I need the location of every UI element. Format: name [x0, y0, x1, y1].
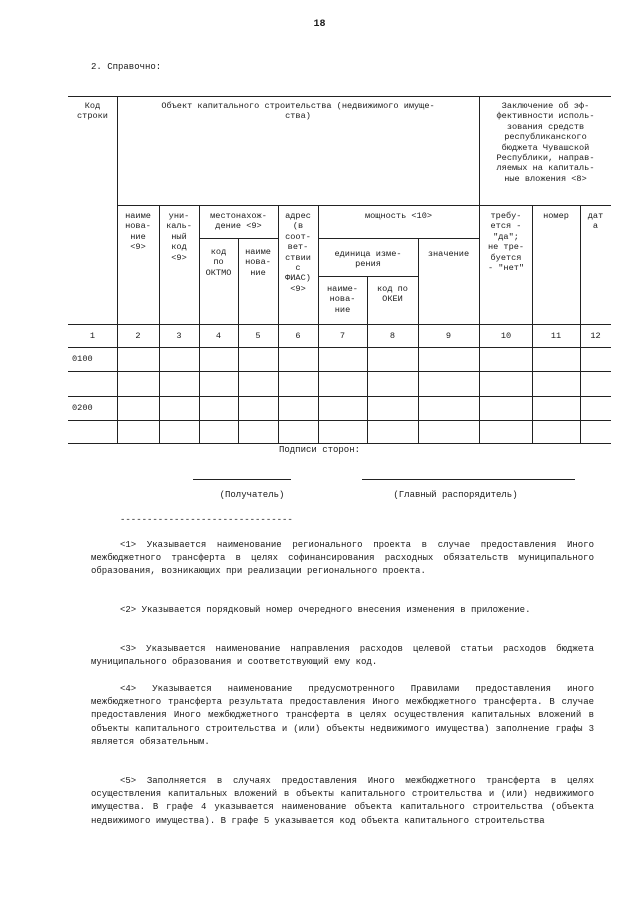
- column-number: 10: [500, 330, 512, 341]
- header-object: Объект капитального строительства (недвижимого имуще- ства): [161, 101, 435, 122]
- header-capacity: мощность <10>: [364, 211, 433, 221]
- footnote-2: <2> Указывается порядковый номер очередного внесения изменения в приложение.: [120, 605, 531, 615]
- header-address: адрес (в соот- вет- ствии с ФИАС) <9>: [285, 211, 311, 294]
- recipient-label: (Получатель): [219, 490, 285, 500]
- header-conclusion: Заключение об эф- фективности исполь- зования средств республиканского бюджета Чувашской Республики, направ- ляемых на капиталь- ные вложения <8>: [496, 101, 595, 184]
- recipient-signature-line: [193, 479, 291, 480]
- column-number: 2: [135, 330, 141, 341]
- column-number: 5: [255, 330, 261, 341]
- footnote-5: <5> Заполняется в случаях предоставления Иного межбюджетного трансферта в целях осуществления капитальных вложений в объекты капитального строительства и (или) недвижимого имущества. В графе 4 указывается наименование объекта капитального строительства (объекта недвижимого имущества). В графе 5 указывается код объекта капитального строительства: [91, 776, 594, 826]
- header-number: номер: [543, 211, 569, 221]
- column-number: 6: [295, 330, 301, 341]
- manager-signature-line: [362, 479, 575, 480]
- header-unit-name: наиме- нова- ние: [327, 284, 358, 315]
- column-number: 8: [389, 330, 396, 341]
- header-value: значение: [427, 249, 470, 259]
- footnote-4: <4> Указывается наименование предусмотренного Правилами предоставления иного межбюджетного трансферта результата предоставления Иного межбюджетного трансферта. В случае предоставления Иного межбюджетного трансферта в целях осуществления капитальных вложений в объекты капитального строительства и (или) объекты недвижимого имущества) заполнение графы 3 является обязательным.: [91, 684, 594, 747]
- footnote-3: <3> Указывается наименование направления расходов целевой статьи расходов бюджета муниципального образования и соответствующий ему код.: [91, 644, 594, 668]
- column-number: 7: [339, 330, 346, 341]
- header-unit: единица изме- рения: [334, 249, 402, 270]
- header-location-name: наиме нова- ние: [245, 247, 271, 278]
- signatures-title: Подписи сторон:: [278, 445, 360, 455]
- header-row-code: Код строки: [77, 101, 108, 122]
- column-number: 1: [89, 330, 96, 341]
- column-number: 9: [445, 330, 452, 341]
- header-okei: код по ОКЕИ: [377, 284, 408, 305]
- manager-label: (Главный распорядитель): [393, 490, 518, 500]
- section-title: 2. Справочно:: [91, 62, 162, 72]
- header-required: требу- ется - "да"; не тре- буется - "нет": [487, 211, 525, 274]
- page-number: 18: [313, 19, 326, 30]
- footnote-rule: --------------------------------: [120, 515, 293, 525]
- header-unique-code: уни- каль- ный код <9>: [166, 211, 192, 263]
- row-code: 0100: [72, 354, 93, 365]
- column-number: 4: [215, 330, 222, 341]
- column-number: 12: [590, 330, 601, 341]
- header-location: местонахож- дение <9>: [210, 211, 267, 232]
- column-number: 11: [550, 330, 562, 341]
- header-date: дат а: [587, 211, 604, 232]
- column-number: 3: [176, 330, 182, 341]
- header-oktmo: код по ОКТМО: [205, 247, 232, 278]
- footnote-1: <1> Указывается наименование регионального проекта в случае предоставления Иного межбюджетного трансферта в целях софинансирования расходных обязательств муниципального образования, возникающих при реализации регионального проекта.: [91, 540, 594, 577]
- header-name: наиме нова- ние <9>: [125, 211, 151, 253]
- row-code: 0200: [72, 403, 93, 414]
